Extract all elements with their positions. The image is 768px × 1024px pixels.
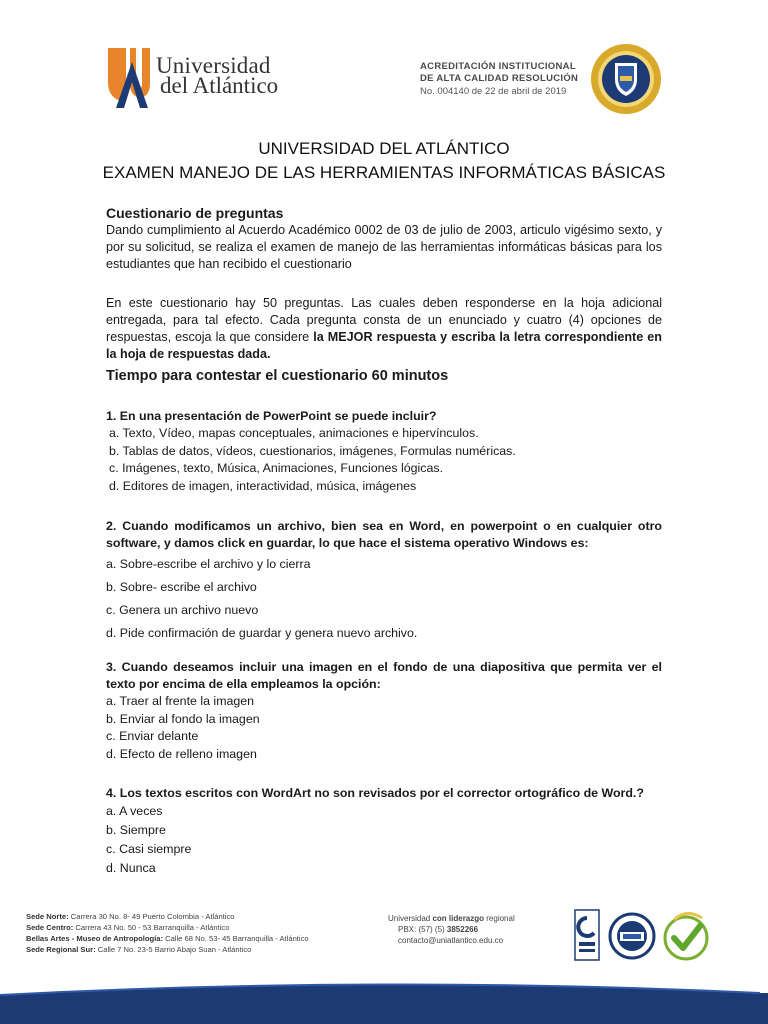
address-text: Calle 7 No. 23-5 Barrio Abajo Suan - Atlántico xyxy=(95,945,252,954)
answer-option: a. Sobre-escribe el archivo y lo cierra xyxy=(106,557,311,571)
address-text: Carrera 30 No. 8- 49 Puerto Colombia - Atlántico xyxy=(68,912,235,921)
question-2 xyxy=(106,518,662,644)
answer-option: c. Imágenes, texto, Música, Animaciones, Funciones lógicas. xyxy=(109,461,444,475)
address-line xyxy=(26,911,309,922)
answer-option: a. A veces xyxy=(106,804,163,818)
address-text: Carrera 43 No. 50 - 53 Barranquilla - Atlántico xyxy=(73,923,230,932)
answer-option: b. Tablas de datos, vídeos, cuestionarios, imágenes, Formulas numéricas. xyxy=(109,443,516,458)
footer-slogan xyxy=(388,913,515,924)
answer-option: c. Enviar delante xyxy=(106,729,199,743)
time-limit-note: Tiempo para contestar el cuestionario 60 minutos xyxy=(106,368,449,384)
slogan-end: regional xyxy=(484,914,515,923)
accreditation-line-1: ACREDITACIÓN INSTITUCIONAL xyxy=(420,61,576,72)
accreditation-line-2: DE ALTA CALIDAD RESOLUCIÓN xyxy=(420,73,579,84)
footer-pbx xyxy=(388,924,515,935)
intro-paragraph-1: Dando cumplimiento al Acuerdo Académico 0002 de 03 de julio de 2003, articulo vigésimo sexto, y por su solicitud, se realiza el examen de manejo de las herramientas informáticas básicas para los estudiantes que han recibido el cuestionario xyxy=(106,223,662,271)
section-heading: Cuestionario de preguntas xyxy=(106,205,284,221)
accreditation-block xyxy=(420,61,588,98)
address-label: Sede Regional Sur: xyxy=(26,945,96,954)
question-stem: 1. En una presentación de PowerPoint se puede incluir? xyxy=(106,409,437,423)
address-line xyxy=(26,922,309,933)
address-label: Sede Centro: xyxy=(26,923,74,932)
answer-option: b. Sobre- escribe el archivo xyxy=(106,580,257,594)
pbx-number: 3852266 xyxy=(446,925,479,934)
address-label: Bellas Artes - Museo de Antropología: xyxy=(26,934,163,943)
logo-line-1: Universidad xyxy=(156,53,271,78)
intro-paragraph-2 xyxy=(106,295,662,363)
page-title-line-1: UNIVERSIDAD DEL ATLÁNTICO xyxy=(258,139,510,158)
question-stem: 3. Cuando deseamos incluir una imagen en el fondo de una diapositiva que permita ver el texto por encima de ella empleamos la opción: xyxy=(106,660,662,691)
answer-option: b. Siempre xyxy=(106,823,166,837)
slogan-bold: con liderazgo xyxy=(432,914,485,923)
logo-line-2: del Atlántico xyxy=(160,73,279,98)
address-line xyxy=(26,933,309,944)
question-4 xyxy=(106,785,662,878)
iqnet-certification-icon xyxy=(610,914,654,958)
answer-option: d. Editores de imagen, interactividad, música, imágenes xyxy=(109,478,417,493)
question-3 xyxy=(106,659,662,763)
answer-option: c. Casi siempre xyxy=(106,842,192,856)
icontec-certification-icon xyxy=(575,910,599,960)
footer-addresses xyxy=(26,911,309,955)
university-logo xyxy=(106,44,281,114)
page-title-line-2: EXAMEN MANEJO DE LAS HERRAMIENTAS INFORMÁTICAS BÁSICAS xyxy=(102,163,666,182)
answer-option: b. Enviar al fondo la imagen xyxy=(106,711,260,726)
answer-option: d. Pide confirmación de guardar y genera nuevo archivo. xyxy=(106,626,418,640)
answer-option: d. Nunca xyxy=(106,861,156,875)
question-stem: 4. Los textos escritos con WordArt no son revisados por el corrector ortográfico de Word.? xyxy=(106,786,644,800)
address-line xyxy=(26,944,309,955)
question-1 xyxy=(106,408,662,495)
footer-email[interactable]: contacto@uniatlantico.edu.co xyxy=(398,936,504,945)
answer-option: c. Genera un archivo nuevo xyxy=(106,603,259,617)
footer-contact xyxy=(388,913,515,946)
intro-paragraph-2-emphasis: la MEJOR respuesta y escriba la letra correspondiente en la hoja de respuestas dada. xyxy=(106,330,663,361)
certification-logos xyxy=(570,906,720,966)
answer-option: a. Texto, Vídeo, mapas conceptuales, animaciones e hipervínculos. xyxy=(109,426,479,440)
slogan-start: Universidad xyxy=(388,914,433,923)
address-label: Sede Norte: xyxy=(26,912,69,921)
certified-checkmark-icon xyxy=(665,913,707,959)
question-stem: 2. Cuando modificamos un archivo, bien sea en Word, en powerpoint o en cualquier otro software, y damos click en guardar, lo que hace el sistema operativo Windows es: xyxy=(106,519,662,550)
answer-option: d. Efecto de relleno imagen xyxy=(106,746,257,761)
intro-paragraph-2-text: En este cuestionario hay 50 preguntas. Las cuales deben responderse en la hoja adicional entregada, para tal efecto. Cada pregunta consta de un enunciado y cuatro (4) opciones de respuestas, escoja la que considere xyxy=(106,296,662,344)
address-text: Calle 68 No. 53- 45 Barranquilla - Atlántico xyxy=(162,934,309,943)
university-logo-mark-icon xyxy=(106,44,158,110)
answer-option: a. Traer al frente la imagen xyxy=(106,694,255,708)
pbx-label: PBX: (57) (5) xyxy=(398,925,447,934)
accreditation-line-3: No. 004140 de 22 de abril de 2019 xyxy=(420,86,567,97)
footer-wave-band xyxy=(0,975,768,1024)
accreditation-seal-icon xyxy=(590,43,662,115)
